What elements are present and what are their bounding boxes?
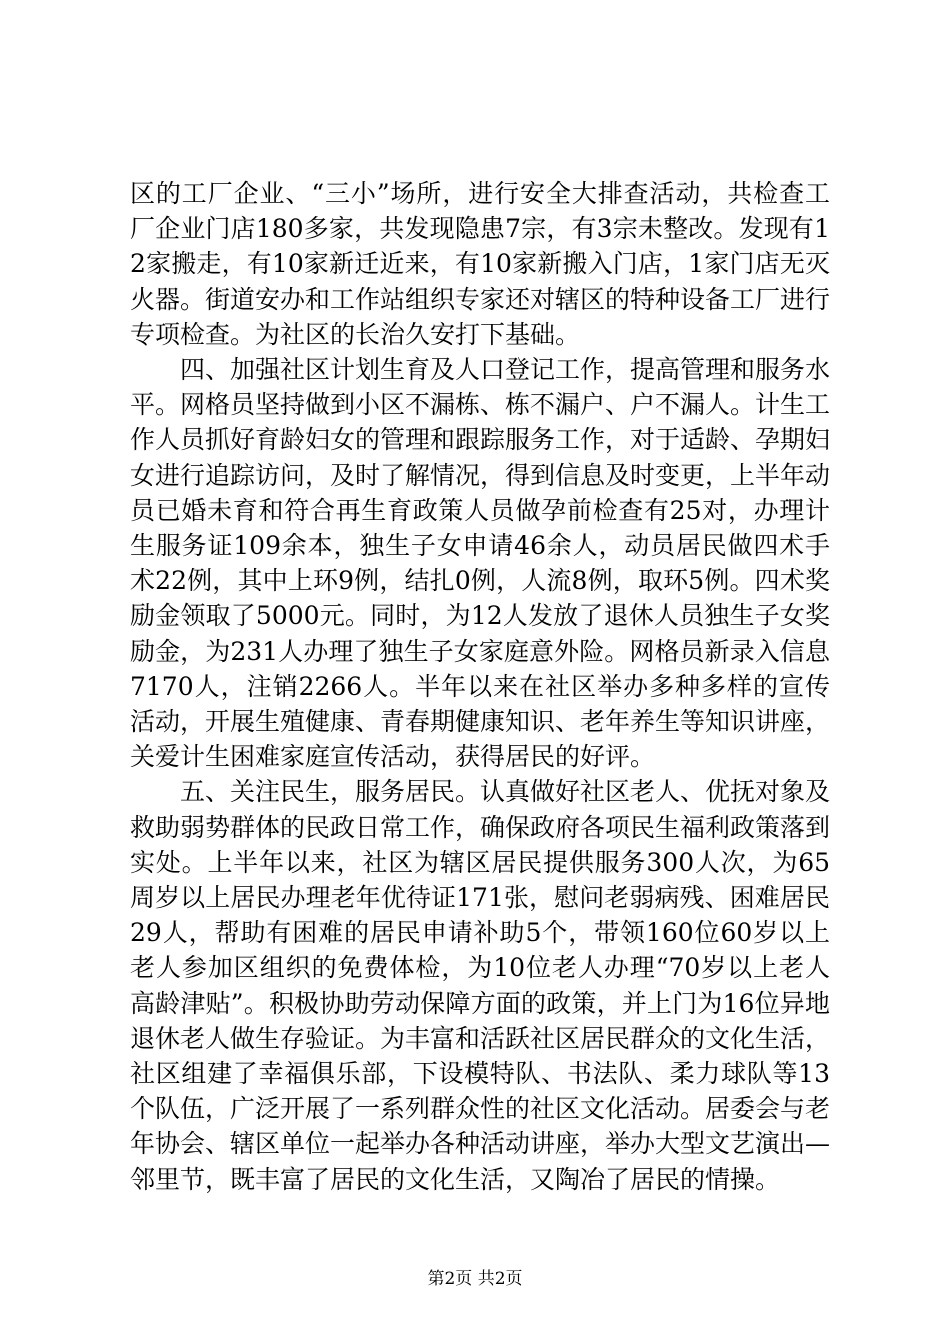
paragraph-civil-affairs: 五、关注民生，服务居民。认真做好社区老人、优抚对象及救助弱势群体的民政日常工作，确保政府各项民生福利政策落到实处。上半年以来，社区为辖区居民提供服务300人次，为65周岁以上居民办理老年优待证171张，慰问老弱病残、困难居民29人，帮助有困难的居民申请补助5个，带领160位60岁以上老人参加区组织的免费体检，为10位老人办理“70岁以上老人高龄津贴”。积极协助劳动保障方面的政策，并上门为16位异地退休老人做生存验证。为丰富和活跃社区居民群众的文化生活，社区组建了幸福俱乐部，下设模特队、书法队、柔力球队等13个队伍，广泛开展了一系列群众性的社区文化活动。居委会与老年协会、辖区单位一起举办各种活动讲座，举办大型文艺演出—邻里节，既丰富了居民的文化生活，又陶冶了居民的情操。 — [130, 777, 831, 1194]
paragraph-safety-inspection: 区的工厂企业、“三小”场所，进行安全大排查活动，共检查工厂企业门店180多家，共发现隐患7宗，有3宗未整改。发现有12家搬走，有10家新迁近来，有10家新搬入门店，1家门店无灭火器。街道安办和工作站组织专家还对辖区的特种设备工厂进行专项检查。为社区的长治久安打下基础。 — [130, 179, 831, 349]
document-body — [130, 176, 830, 1197]
page-number-footer: 第2页 共2页 — [427, 1269, 523, 1289]
paragraph-family-planning: 四、加强社区计划生育及人口登记工作，提高管理和服务水平。网格员坚持做到小区不漏栋、栋不漏户、户不漏人。计生工作人员抓好育龄妇女的管理和跟踪服务工作，对于适龄、孕期妇女进行追踪访问，及时了解情况，得到信息及时变更，上半年动员已婚未育和符合再生育政策人员做孕前检查有25对，办理计生服务证109余本，独生子女申请46余人，动员居民做四术手术22例，其中上环9例，结扎0例，人流8例，取环5例。四术奖励金领取了5000元。同时，为12人发放了退休人员独生子女奖励金，为231人办理了独生子女家庭意外险。网格员新录入信息7170人，注销2266人。半年以来在社区举办多种多样的宣传活动，开展生殖健康、青春期健康知识、老年养生等知识讲座，关爱计生困难家庭宣传活动，获得居民的好评。 — [130, 355, 831, 772]
